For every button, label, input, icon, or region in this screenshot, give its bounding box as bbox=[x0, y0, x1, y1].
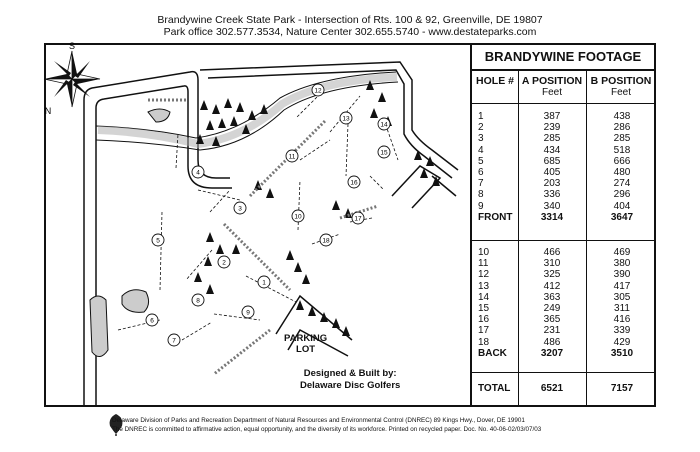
table-cell: 3207 bbox=[540, 347, 564, 359]
section-divider bbox=[472, 372, 654, 373]
table-cell: 3 bbox=[478, 133, 484, 145]
hole-marker-label: 15 bbox=[380, 149, 388, 157]
table-row bbox=[472, 348, 654, 359]
table-cell: 6 bbox=[478, 167, 484, 178]
table-cell: 7 bbox=[478, 178, 484, 190]
table-row bbox=[472, 281, 654, 292]
table-row bbox=[472, 133, 654, 144]
table-cell: 3314 bbox=[540, 211, 564, 223]
table-row bbox=[472, 269, 654, 280]
table-row bbox=[472, 201, 654, 212]
table-cell: 17 bbox=[478, 325, 490, 337]
col-b-unit: Feet bbox=[610, 87, 631, 98]
table-cell: FRONT bbox=[478, 211, 513, 223]
header-contact: Park office 302.577.3534, Nature Center 302.655.5740 - www.destateparks.com bbox=[163, 26, 537, 38]
table-row bbox=[472, 178, 654, 189]
compass-n-label: N bbox=[44, 106, 52, 116]
hole-marker-label: 11 bbox=[288, 153, 296, 161]
hole-marker-label: 4 bbox=[196, 169, 200, 177]
table-cell: 380 bbox=[613, 258, 631, 270]
table-row bbox=[472, 314, 654, 325]
table-cell: 363 bbox=[543, 291, 561, 303]
table-cell: 10 bbox=[478, 247, 490, 258]
table-cell: 203 bbox=[543, 178, 561, 190]
hole-marker-label: 7 bbox=[172, 337, 176, 345]
table-cell: 3510 bbox=[610, 347, 634, 359]
table-cell: 339 bbox=[613, 325, 631, 337]
table-cell: 11 bbox=[478, 258, 489, 270]
hole-marker-label: 5 bbox=[156, 237, 160, 245]
table-cell: 12 bbox=[478, 269, 490, 281]
table-row bbox=[472, 303, 654, 314]
footage-table bbox=[470, 45, 654, 405]
table-row bbox=[472, 258, 654, 269]
table-row bbox=[472, 122, 654, 133]
hole-marker-label: 9 bbox=[246, 309, 250, 317]
table-cell: 7157 bbox=[610, 383, 634, 394]
table-cell: 13 bbox=[478, 280, 490, 292]
table-cell: 390 bbox=[613, 269, 631, 281]
table-cell: 305 bbox=[613, 291, 631, 303]
table-cell: 340 bbox=[543, 200, 561, 212]
footer bbox=[112, 416, 541, 434]
footer-line1: Delaware Division of Parks and Recreation Department of Natural Resources and Environmental Control (DNREC) 89 Kings Hwy., Dover, DE 19901 bbox=[112, 417, 525, 424]
table-cell: 296 bbox=[613, 189, 631, 201]
table-row bbox=[472, 111, 654, 122]
hole-marker-label: 8 bbox=[196, 297, 200, 305]
col-b-label: B POSITION bbox=[590, 75, 652, 87]
hole-marker-label: 17 bbox=[354, 215, 362, 223]
table-cell: 249 bbox=[543, 303, 561, 314]
table-cell: 18 bbox=[478, 336, 490, 348]
table-cell: 469 bbox=[613, 247, 631, 258]
table-cell: 311 bbox=[614, 303, 630, 314]
table-cell: 466 bbox=[543, 247, 561, 258]
table-cell: 8 bbox=[478, 189, 484, 201]
compass-rose-icon bbox=[44, 51, 100, 107]
hole-marker-label: 6 bbox=[150, 317, 154, 325]
footer-line2: The DNREC is committed to affirmative action, equal opportunity, and the diversity of its workforce. Printed on recycled paper. Doc. No. 40-06-02/03/07/03 bbox=[112, 426, 542, 433]
table-cell: 1 bbox=[478, 111, 484, 122]
table-cell: 518 bbox=[613, 144, 631, 156]
table-cell: 438 bbox=[613, 111, 631, 122]
header-title: Brandywine Creek State Park - Intersection of Rts. 100 & 92, Greenville, DE 19807 bbox=[157, 14, 543, 26]
table-cell: 274 bbox=[613, 178, 631, 190]
table-cell: 365 bbox=[543, 314, 561, 326]
hole-marker-label: 3 bbox=[238, 205, 242, 213]
table-cell: 285 bbox=[543, 133, 561, 145]
table-cell: 685 bbox=[543, 155, 561, 167]
table-cell: 486 bbox=[543, 336, 561, 348]
section-divider bbox=[472, 240, 654, 241]
table-row bbox=[472, 212, 654, 223]
table-row bbox=[472, 156, 654, 167]
credit-line1: Designed & Built by: bbox=[303, 368, 397, 379]
table-cell: 429 bbox=[613, 336, 631, 348]
compass-s-label: S bbox=[68, 41, 76, 51]
table-row bbox=[472, 292, 654, 303]
table-title: BRANDYWINE FOOTAGE bbox=[472, 45, 654, 71]
table-cell: BACK bbox=[478, 347, 507, 359]
table-cell: 239 bbox=[543, 122, 561, 134]
table-row bbox=[472, 189, 654, 200]
table-cell: 14 bbox=[478, 291, 490, 303]
table-cell: 2 bbox=[478, 122, 484, 134]
table-row bbox=[472, 383, 654, 394]
table-row bbox=[472, 145, 654, 156]
hole-marker-label: 2 bbox=[222, 259, 226, 267]
col-a-unit: Feet bbox=[541, 87, 562, 98]
table-cell: 404 bbox=[613, 200, 631, 212]
table-row bbox=[472, 325, 654, 336]
parking-line1: PARKING bbox=[284, 333, 328, 344]
table-cell: 387 bbox=[543, 111, 561, 122]
parking-lot-label bbox=[284, 333, 327, 355]
header-divider bbox=[472, 103, 654, 104]
table-cell: 4 bbox=[478, 144, 484, 156]
table-cell: 231 bbox=[543, 325, 561, 337]
hole-marker-label: 12 bbox=[314, 87, 322, 95]
parking-line2: LOT bbox=[296, 344, 316, 355]
table-cell: TOTAL bbox=[478, 383, 511, 394]
table-cell: 412 bbox=[543, 280, 561, 292]
table-cell: 416 bbox=[613, 314, 631, 326]
table-cell: 336 bbox=[543, 189, 561, 201]
table-cell: 15 bbox=[478, 303, 490, 314]
table-cell: 3647 bbox=[610, 211, 634, 223]
col-a-label: A POSITION bbox=[521, 75, 583, 87]
credit-line2: Delaware Disc Golfers bbox=[300, 380, 401, 391]
hole-marker-label: 13 bbox=[342, 115, 350, 123]
table-cell: 480 bbox=[613, 167, 631, 178]
table-cell: 5 bbox=[478, 155, 484, 167]
table-row bbox=[472, 167, 654, 178]
table-cell: 434 bbox=[543, 144, 561, 156]
table-cell: 16 bbox=[478, 314, 490, 326]
hole-marker-label: 18 bbox=[322, 237, 330, 245]
hole-marker-label: 16 bbox=[350, 179, 358, 187]
hole-marker-label: 1 bbox=[262, 279, 266, 287]
table-cell: 666 bbox=[613, 155, 631, 167]
table-cell: 286 bbox=[613, 122, 631, 134]
table-row bbox=[472, 247, 654, 258]
table-cell: 405 bbox=[543, 167, 561, 178]
table-cell: 6521 bbox=[540, 383, 564, 394]
table-row bbox=[472, 337, 654, 348]
table-cell: 417 bbox=[613, 280, 631, 292]
table-cell: 9 bbox=[478, 200, 484, 212]
table-cell: 325 bbox=[543, 269, 561, 281]
col-hole-label: HOLE # bbox=[476, 75, 514, 87]
hole-marker-label: 10 bbox=[294, 213, 302, 221]
tree-clusters bbox=[194, 80, 440, 336]
table-cell: 310 bbox=[543, 258, 561, 270]
credit-label bbox=[300, 368, 400, 392]
table-cell: 285 bbox=[613, 133, 631, 145]
hole-marker-label: 14 bbox=[380, 121, 388, 129]
